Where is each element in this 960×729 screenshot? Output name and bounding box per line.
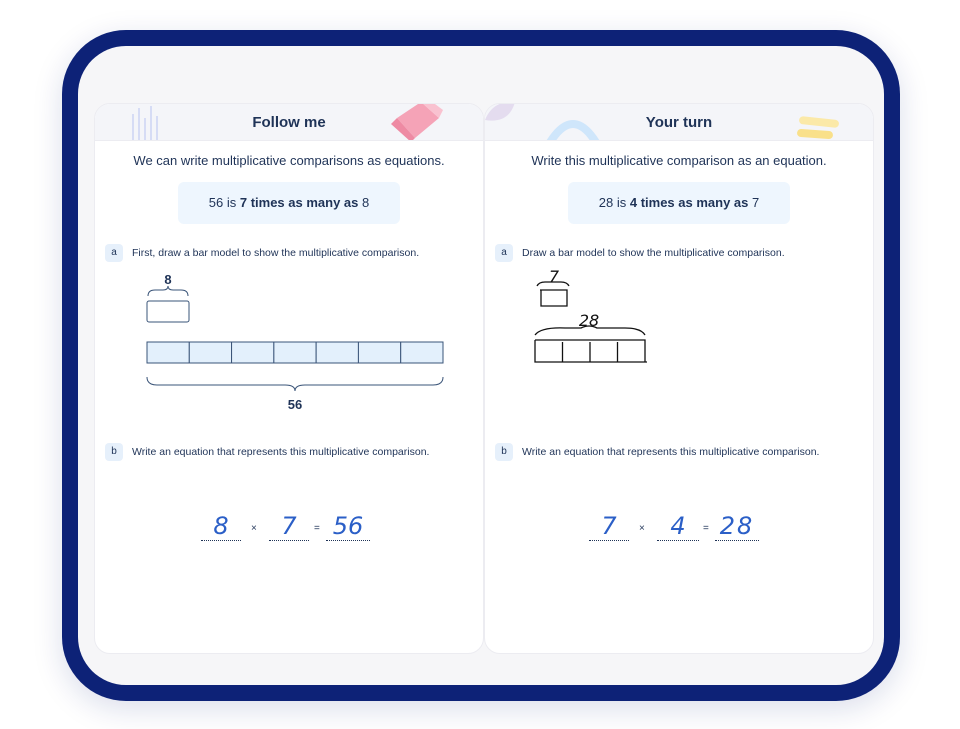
sketch-bar-outline xyxy=(535,340,647,362)
svg-text:28: 28 xyxy=(719,512,755,540)
answer-slot-3[interactable] xyxy=(715,510,759,541)
follow-me-panel xyxy=(94,103,484,654)
svg-text:7: 7 xyxy=(601,512,617,540)
question-text: Write an equation that represents this multiplicative comparison. xyxy=(522,446,820,458)
handwritten-answer-3 xyxy=(715,510,759,540)
answer-slot-2[interactable] xyxy=(269,510,309,541)
bar-lines-decoration-icon xyxy=(129,104,169,140)
panel-title: Follow me xyxy=(252,114,326,131)
answer-slot-1[interactable] xyxy=(201,510,241,541)
tablet-screen xyxy=(78,46,884,685)
bar-segment xyxy=(358,342,400,363)
statement-is: is xyxy=(613,195,630,210)
question-badge: b xyxy=(495,443,513,461)
sketch-big-bar xyxy=(535,340,647,362)
purple-leaf-decoration-icon xyxy=(485,104,521,128)
question-badge: a xyxy=(105,244,123,262)
small-bar-label: 8 xyxy=(164,272,172,287)
equation-row xyxy=(95,510,483,550)
your-turn-header xyxy=(485,104,873,141)
statement-number-b: 7 xyxy=(748,195,760,210)
question-text: First, draw a bar model to show the multiplicative comparison. xyxy=(132,247,420,259)
big-bar-label: 56 xyxy=(287,397,303,412)
answer-slot-1[interactable] xyxy=(589,510,629,541)
yellow-bars-decoration-icon xyxy=(795,114,845,141)
bar-model xyxy=(95,264,483,444)
question-b xyxy=(105,443,429,461)
small-bar-brace xyxy=(148,286,188,296)
statement-number-a: 56 xyxy=(208,195,224,210)
statement-number-a: 28 xyxy=(598,195,614,210)
question-text: Draw a bar model to show the multiplicative comparison. xyxy=(522,247,785,259)
equals-symbol: = xyxy=(703,523,709,534)
big-bar xyxy=(147,342,443,363)
comparison-statement xyxy=(178,182,400,224)
handwritten-answer-2 xyxy=(269,510,309,540)
statement-bold: 4 times as many as xyxy=(629,195,749,210)
bar-segment xyxy=(316,342,358,363)
equals-symbol: = xyxy=(314,523,320,534)
handwritten-answer-1 xyxy=(589,510,629,540)
follow-me-header xyxy=(95,104,483,141)
question-a xyxy=(105,244,419,262)
statement-number-b: 8 xyxy=(358,195,370,210)
your-turn-panel xyxy=(484,103,874,654)
bar-segment xyxy=(401,342,443,363)
handwritten-answer-3 xyxy=(326,510,370,540)
blue-ring-decoration-icon xyxy=(543,114,603,141)
bar-segment xyxy=(232,342,274,363)
sketched-bar-model xyxy=(485,264,873,444)
question-badge: a xyxy=(495,244,513,262)
answer-slot-3[interactable] xyxy=(326,510,370,541)
answer-slot-2[interactable] xyxy=(657,510,699,541)
statement-is: is xyxy=(223,195,240,210)
sketch-small-label: 7 xyxy=(548,267,560,286)
svg-text:7: 7 xyxy=(281,512,297,540)
tablet-frame xyxy=(62,30,900,701)
question-text: Write an equation that represents this multiplicative comparison. xyxy=(132,446,430,458)
bar-segment xyxy=(274,342,316,363)
comparison-statement xyxy=(568,182,790,224)
statement-bold: 7 times as many as xyxy=(239,195,359,210)
big-bar-brace xyxy=(147,377,443,391)
sketch-small-box xyxy=(540,290,567,306)
pink-cube-decoration-icon xyxy=(387,104,447,141)
times-symbol: × xyxy=(251,523,257,534)
question-badge: b xyxy=(105,443,123,461)
svg-text:4: 4 xyxy=(670,512,686,540)
instruction-text: Write this multiplicative comparison as an equation. xyxy=(531,153,827,168)
question-b xyxy=(495,443,819,461)
svg-text:56: 56 xyxy=(332,512,364,540)
small-bar xyxy=(147,301,189,322)
svg-text:8: 8 xyxy=(213,512,229,540)
panel-title: Your turn xyxy=(645,114,713,131)
question-a xyxy=(495,244,785,262)
sketch-big-label: 28 xyxy=(578,311,600,330)
bar-segment xyxy=(189,342,231,363)
handwritten-answer-2 xyxy=(657,510,699,540)
bar-segment xyxy=(147,342,189,363)
equation-row xyxy=(485,510,873,550)
times-symbol: × xyxy=(639,523,645,534)
handwritten-answer-1 xyxy=(201,510,241,540)
instruction-text: We can write multiplicative comparisons as equations. xyxy=(133,153,445,168)
